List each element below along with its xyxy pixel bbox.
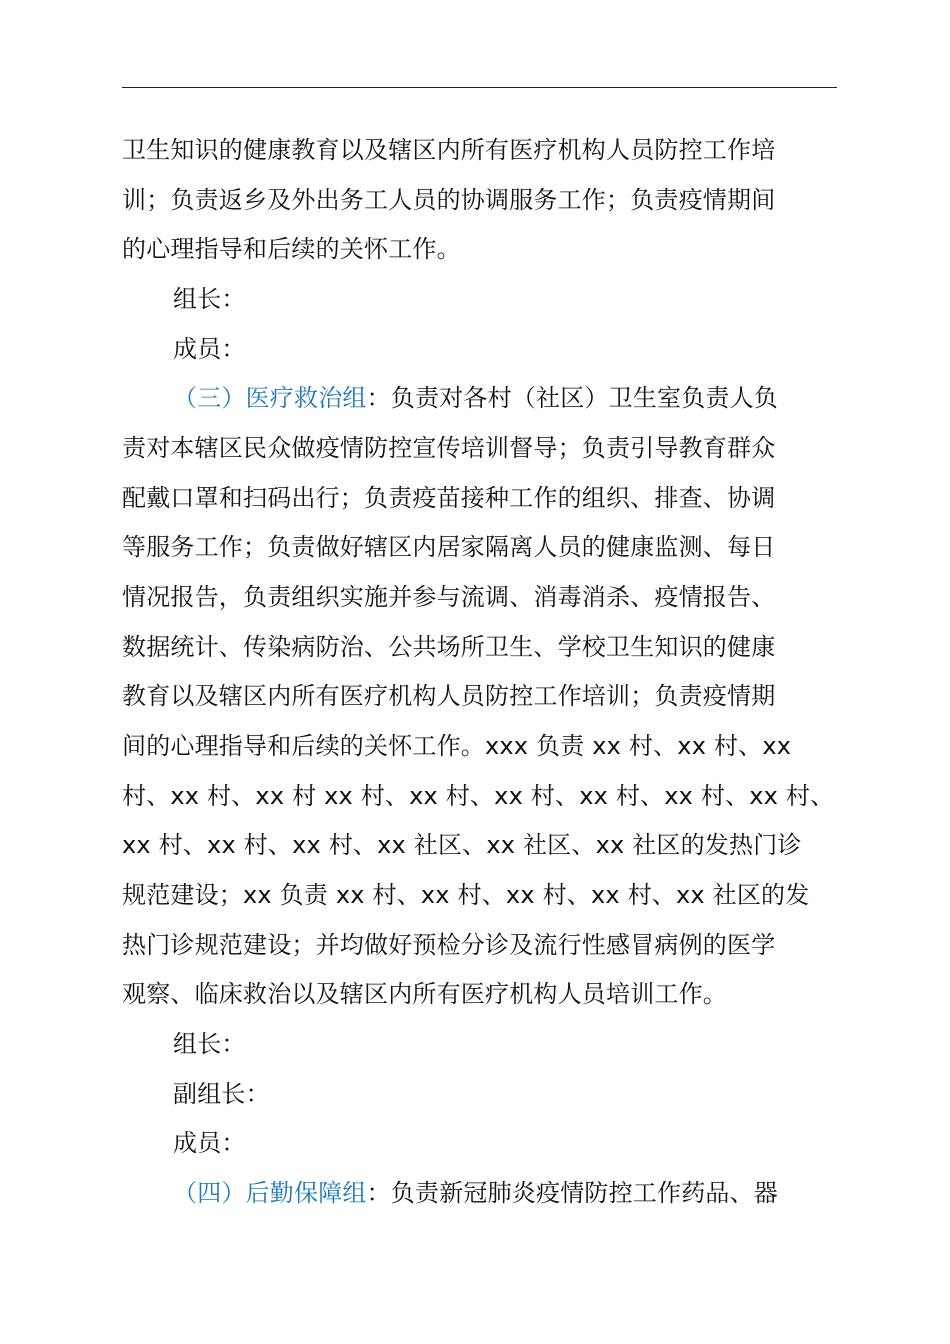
- group-deputy-label: 副组长：: [173, 1080, 270, 1108]
- body-line: 情况报告，负责组织实施并参与流调、消毒消杀、疫情报告、: [122, 583, 776, 611]
- header-rule: [122, 87, 837, 88]
- body-line: 观察、临床救治以及辖区内所有医疗机构人员培训工作。: [122, 980, 727, 1008]
- body-line: 村、xx 村、xx 村 xx 村、xx 村、xx 村、xx 村、xx 村、xx 村、: [122, 782, 835, 810]
- section-4-heading: （四）后勤保障组: [173, 1179, 367, 1207]
- group-leader-label: 组长：: [173, 285, 246, 313]
- body-line: 间的心理指导和后续的关怀工作。xxx 负责 xx 村、xx 村、xx: [122, 732, 792, 760]
- section-3-first-line: ：负责对各村（社区）卫生室负责人负: [366, 384, 779, 412]
- body-line: 等服务工作；负责做好辖区内居家隔离人员的健康监测、每日: [122, 533, 776, 561]
- section-3-paragraph-start: [173, 373, 893, 423]
- body-line: 配戴口罩和扫码出行；负责疫苗接种工作的组织、排查、协调: [122, 484, 776, 512]
- body-line: xx 村、xx 村、xx 村、xx 社区、xx 社区、xx 社区的发热门诊: [122, 831, 802, 859]
- body-line: 卫生知识的健康教育以及辖区内所有医疗机构人员防控工作培: [122, 136, 776, 164]
- group-members-label: 成员：: [173, 1129, 246, 1157]
- section-4-first-line: ：负责新冠肺炎疫情防控工作药品、器: [366, 1179, 779, 1207]
- body-line: 教育以及辖区内所有医疗机构人员防控工作培训；负责疫情期: [122, 682, 776, 710]
- body-line: 的心理指导和后续的关怀工作。: [122, 235, 461, 263]
- body-line: 热门诊规范建设；并均做好预检分诊及流行性感冒病例的医学: [122, 931, 776, 959]
- body-line: 训；负责返乡及外出务工人员的协调服务工作；负责疫情期间: [122, 186, 776, 214]
- body-line: 数据统计、传染病防治、公共场所卫生、学校卫生知识的健康: [122, 633, 776, 661]
- body-line: 规范建设；xx 负责 xx 村、xx 村、xx 村、xx 村、xx 社区的发: [122, 881, 810, 909]
- body-line: 责对本辖区民众做疫情防控宣传培训督导；负责引导教育群众: [122, 434, 776, 462]
- section-3-heading: （三）医疗救治组: [173, 384, 367, 412]
- group-members-label: 成员：: [173, 335, 246, 363]
- group-leader-label: 组长：: [173, 1030, 246, 1058]
- section-4-paragraph-start: [173, 1168, 893, 1218]
